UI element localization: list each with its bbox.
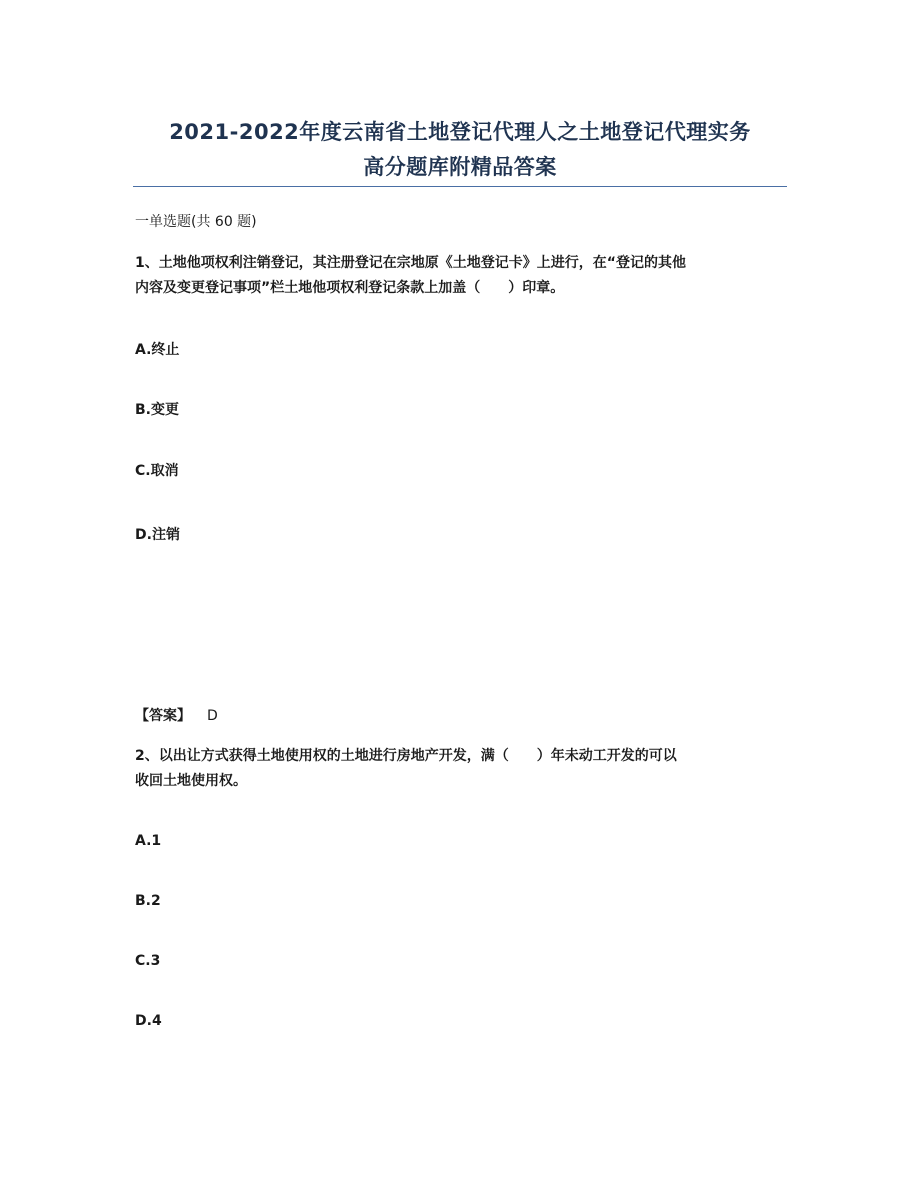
question-2-option-c: C.3 <box>135 953 161 969</box>
question-1-stem-line1: 1、土地他项权利注销登记，其注册登记在宗地原《土地登记卡》上进行，在“登记的其他 <box>135 255 686 271</box>
title-divider <box>133 186 787 187</box>
document-title-line2: 高分题库附精品答案 <box>363 155 557 179</box>
answer-label: 【答案】 <box>135 708 191 724</box>
question-2-stem-line1: 2、以出让方式获得土地使用权的土地进行房地产开发，满（ ）年未动工开发的可以 <box>135 748 677 764</box>
question-1-option-b: B.变更 <box>135 402 179 418</box>
question-2-stem-line2: 收回土地使用权。 <box>135 773 247 789</box>
section-heading: 一单选题(共 60 题) <box>135 214 257 230</box>
question-1-option-c: C.取消 <box>135 463 179 479</box>
question-2-option-d: D.4 <box>135 1013 162 1029</box>
question-1-stem-line2: 内容及变更登记事项”栏土地他项权利登记条款上加盖（ ）印章。 <box>135 280 565 296</box>
question-1-option-a: A.终止 <box>135 342 180 358</box>
document-title-line1: 2021-2022年度云南省土地登记代理人之土地登记代理实务 <box>169 120 751 144</box>
question-2-option-b: B.2 <box>135 893 161 909</box>
question-1-option-d: D.注销 <box>135 527 180 543</box>
question-1-answer <box>135 706 218 726</box>
answer-value: D <box>207 708 218 724</box>
question-2-option-a: A.1 <box>135 833 162 849</box>
